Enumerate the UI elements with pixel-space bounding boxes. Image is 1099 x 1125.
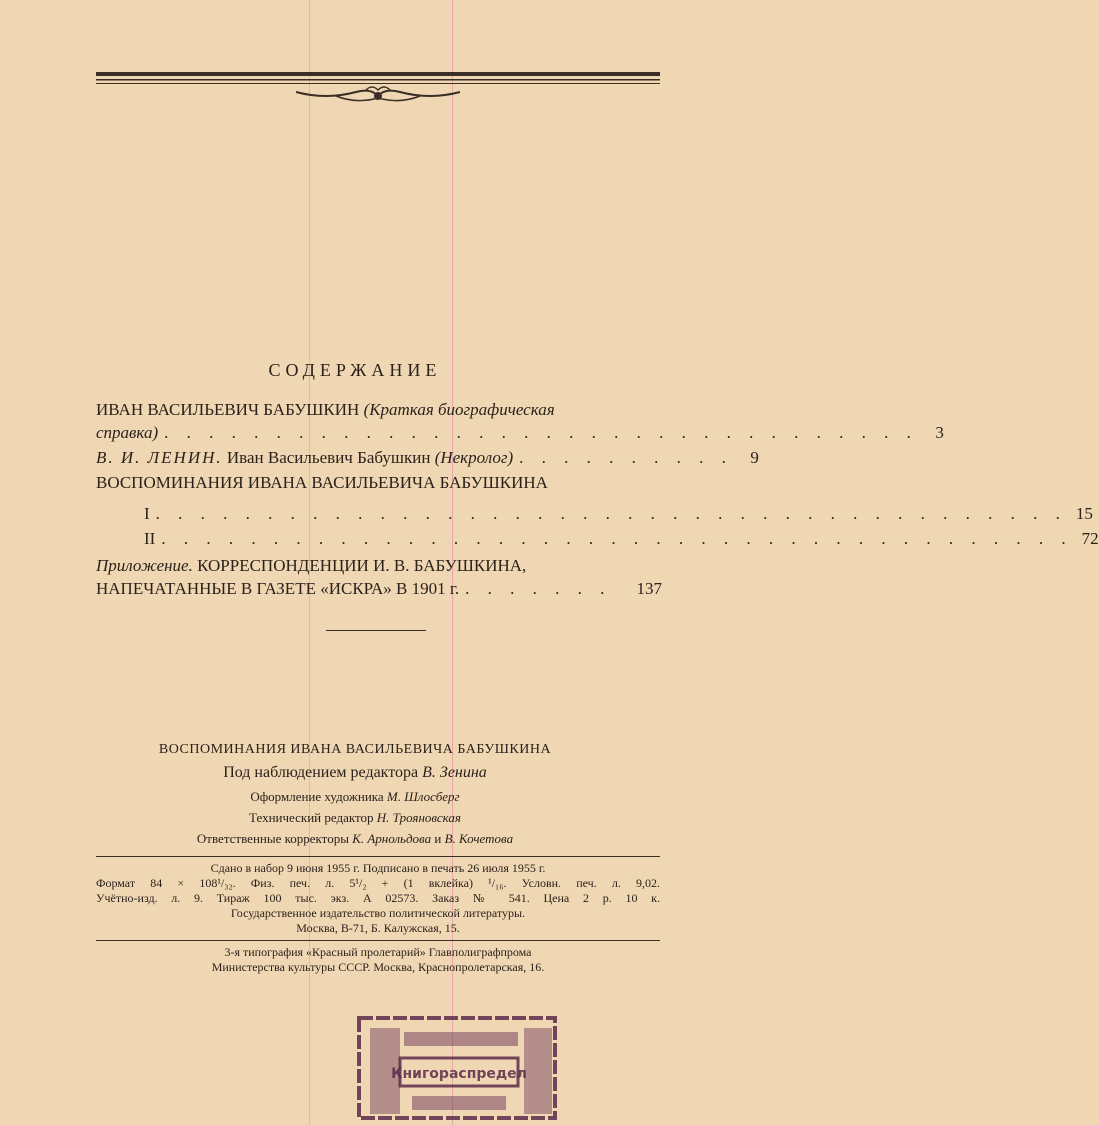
toc-entry [96, 577, 662, 600]
toc-leader: . . . . . . . . . . [519, 448, 733, 467]
colophon-printer [96, 945, 660, 975]
editor-label: Под наблюдением редактора [223, 764, 423, 781]
tech-editor-name: Н. Трояновская [376, 810, 461, 825]
proofreader-name: К. Арнольдова [352, 831, 432, 846]
toc-entry-title: НАПЕЧАТАННЫЕ В ГАЗЕТЕ «ИСКРА» В 1901 г. [96, 579, 460, 598]
toc-entry [96, 446, 759, 469]
toc-page-number: 72 [1081, 529, 1099, 548]
toc-entry-title: ВОСПОМИНАНИЯ ИВАНА ВАСИЛЬЕВИЧА БАБУШКИНА [96, 473, 548, 492]
colophon-line: Учётно-изд. л. 9. Тираж 100 тыс. экз. А 02573. Заказ № 541. Цена 2 р. 10 к. [96, 891, 660, 905]
toc-leader: . . . . . . . . . . . . . . . . . . . . . . . . . . . . . . . . . . . . . . . . . [155, 504, 1067, 523]
book-title: ВОСПОМИНАНИЯ ИВАНА ВАСИЛЬЕВИЧА БАБУШКИНА [158, 742, 552, 757]
toc-entry-title: I [144, 504, 150, 523]
toc-page-number: 3 [935, 423, 944, 442]
toc-entry-subtitle: (Краткая биографическая [363, 400, 555, 419]
toc-entry [96, 421, 944, 444]
toc-entry [96, 502, 1093, 525]
toc-entry [96, 554, 662, 577]
table-of-contents [96, 398, 1099, 600]
stamp-text: Книгораспредел [391, 1066, 527, 1082]
toc-leader: . . . . . . . [465, 579, 612, 598]
library-stamp [356, 1014, 558, 1120]
colophon-rule-bottom [96, 940, 660, 941]
toc-entry [96, 471, 662, 494]
toc-entry-subtitle: справка) [96, 423, 159, 442]
toc-page-number: 9 [750, 448, 759, 467]
proofreaders-credit [0, 831, 710, 847]
toc-entry-title: Иван Васильевич Бабушкин [222, 448, 435, 467]
colophon-line: Сдано в набор 9 июня 1955 г. Подписано в печать 26 июля 1955 г. [210, 861, 546, 875]
artist-name: М. Шлосберг [386, 789, 460, 804]
toc-entry [96, 527, 1099, 550]
proofreader-name: В. Кочетова [444, 831, 514, 846]
tech-editor-credit [0, 810, 710, 826]
editor-name: В. Зенина [422, 764, 487, 781]
toc-leader: . . . . . . . . . . . . . . . . . . . . . . . . . . . . . . . . . . [164, 423, 918, 442]
toc-entry-label: Приложение. [96, 556, 193, 575]
colophon-line: Формат 84 × 108¹/₃₂. Физ. печ. л. 5¹/₂ + (1 вклейка) ¹/₁₆. Условн. печ. л. 9,02. [96, 876, 660, 890]
header-ornament [96, 70, 660, 110]
toc-entry-title: II [144, 529, 156, 548]
toc-page-number: 137 [636, 579, 662, 598]
editor-credit [0, 764, 710, 782]
colophon-print-data [96, 861, 660, 906]
artist-label: Оформление художника [250, 789, 387, 804]
toc-leader: . . . . . . . . . . . . . . . . . . . . . . . . . . . . . . . . . . . . . . . . . [161, 529, 1073, 548]
printer-name: 3-я типография «Красный пролетарий» Главполиграфпрома [224, 945, 532, 959]
proofreaders-conjunction: и [431, 831, 445, 846]
toc-page-number: 15 [1075, 504, 1093, 523]
toc-entry-author: В. И. ЛЕНИН. [96, 448, 223, 467]
section-divider [326, 630, 426, 631]
publisher-name: Государственное издательство политической литературы. [230, 906, 526, 920]
publisher-address: Москва, В-71, Б. Калужская, 15. [296, 921, 460, 935]
artist-credit [0, 789, 710, 805]
colophon-publisher [96, 906, 660, 936]
toc-entry [96, 398, 662, 421]
printer-address: Министерства культуры СССР. Москва, Краснопролетарская, 16. [211, 960, 545, 974]
toc-entry-subtitle: (Некролог) [434, 448, 514, 467]
tech-editor-label: Технический редактор [249, 810, 377, 825]
proofreaders-label: Ответственные корректоры [196, 831, 353, 846]
toc-entry-title: КОРРЕСПОНДЕНЦИИ И. В. БАБУШКИНА, [192, 556, 527, 575]
toc-entry-title: ИВАН ВАСИЛЬЕВИЧ БАБУШКИН [96, 400, 364, 419]
toc-heading: СОДЕРЖАНИЕ [268, 360, 442, 380]
colophon-rule-top [96, 856, 660, 857]
